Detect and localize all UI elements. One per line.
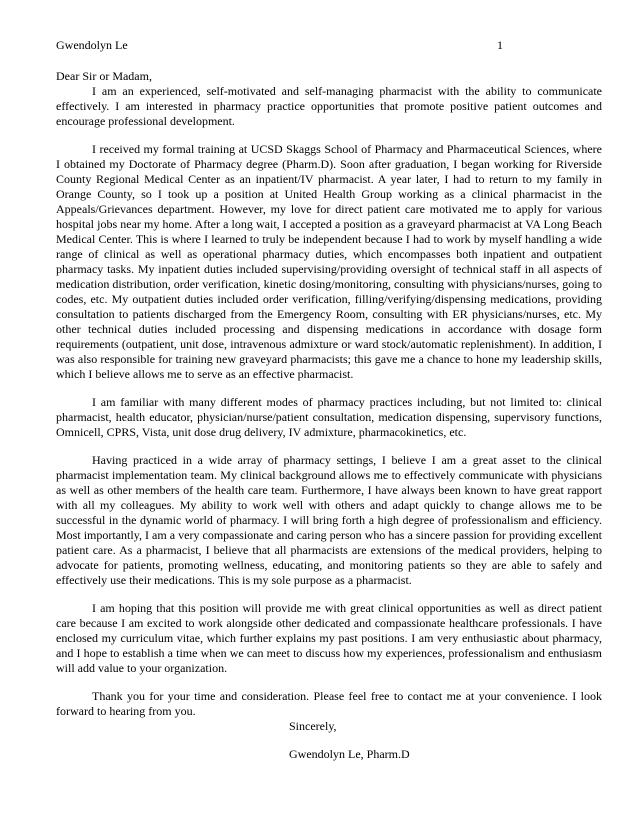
- header-author: Gwendolyn Le: [56, 38, 128, 52]
- salutation: Dear Sir or Madam,: [56, 69, 152, 83]
- paragraph-experience: I received my formal training at UCSD Skaggs School of Pharmacy and Pharmaceutical Sciences, where I obtained my Doctorate of Pharmacy degree (Pharm.D). Soon after graduation, I began working for Riverside County Regional Medical Center as an inpatient/IV pharmacist. A year later, I had to return to my family in Orange County, so I took up a position at United Health Group working as a clinical pharmacist in the Appeals/Grievances department. However, my love for direct patient care motivated me to apply for various hospital jobs near my home. After a long wait, I accepted a position as a graveyard pharmacist at VA Long Beach Medical Center. This is where I learned to truly be independent because I had to work by myself handling a wide range of clinical as well as operational pharmacy duties, which encompasses both inpatient and outpatient pharmacy tasks. My inpatient duties included supervising/providing oversight of technical staff in all aspects of medication distribution, order verification, kinetic dosing/monitoring, consulting with physicians/nurses, going to codes, etc. My outpatient duties included order verification, filling/verifying/dispensing medications, providing consultation to patients discharged from the Emergency Room, consulting with ER physicians/nurses, etc. My other technical duties included processing and dispensing medications in accordance with dosage form requirements (outpatient, unit dose, intravenous admixture or ward stock/automatic replenishment). In addition, I was also responsible for training new graveyard pharmacists; this gave me a chance to hone my leadership skills, which I believe allows me to serve as an effective pharmacist.: [56, 142, 602, 381]
- valediction: Sincerely,: [289, 719, 337, 733]
- signature: Gwendolyn Le, Pharm.D: [289, 747, 410, 761]
- page-number: 1: [497, 38, 503, 52]
- paragraph-qualifications: Having practiced in a wide array of pharmacy settings, I believe I am a great asset to the clinical pharmacist implementation team. My clinical background allows me to effectively communicate with physicians as well as other members of the health care team. Furthermore, I have always been known to have great rapport with all my colleagues. My ability to work well with others and adapt quickly to change allows me to be successful in the dynamic world of pharmacy. I will bring forth a high degree of professionalism and efficiency. Most importantly, I am a very compassionate and caring person who has a sincere passion for providing excellent patient care. As a pharmacist, I believe that all pharmacists are extensions of the medical providers, helping to advocate for patients, promoting wellness, educating, and monitoring patients so they are able to safely and effectively use their medications. This is my sole purpose as a pharmacist.: [56, 453, 602, 587]
- paragraph-thanks: Thank you for your time and consideration. Please feel free to contact me at your convenience. I look forward to hearing from you.: [56, 689, 602, 718]
- closing-block: [289, 719, 602, 762]
- paragraph-intro: I am an experienced, self-motivated and self-managing pharmacist with the ability to communicate effectively. I am interested in pharmacy practice opportunities that promote positive patient outcomes and encourage professional development.: [56, 84, 602, 128]
- letter-page: [56, 38, 602, 775]
- page-header: [56, 38, 602, 53]
- paragraph-motivation: I am hoping that this position will provide me with great clinical opportunities as well as direct patient care because I am excited to work alongside other dedicated and compassionate healthcare professionals. I have enclosed my curriculum vitae, which further explains my past positions. I am very enthusiastic about pharmacy, and I hope to establish a time when we can meet to discuss how my experiences, professionalism and enthusiasm will add value to your organization.: [56, 601, 602, 675]
- paragraph-skills: I am familiar with many different modes of pharmacy practices including, but not limited to: clinical pharmacist, health educator, physician/nurse/patient consultation, medication dispensing, supervisory functions, Omnicell, CPRS, Vista, unit dose drug delivery, IV admixture, pharmacokinetics, etc.: [56, 395, 602, 439]
